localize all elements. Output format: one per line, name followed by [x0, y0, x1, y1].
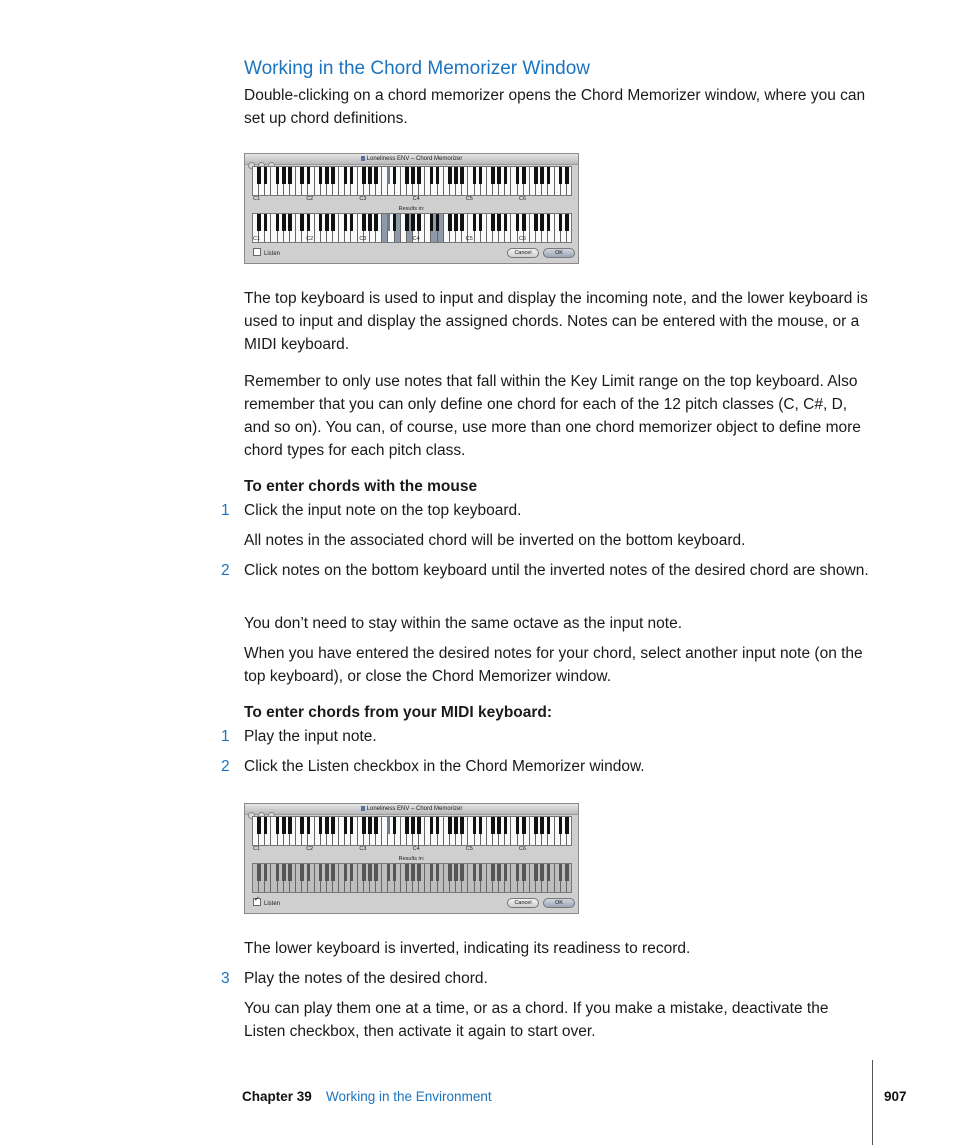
black-key[interactable]	[565, 214, 569, 231]
black-key[interactable]	[454, 864, 458, 881]
step-text: Click the Listen checkbox in the Chord Memorizer window.	[244, 758, 645, 775]
octave-label: C2	[306, 846, 314, 852]
black-key[interactable]	[387, 817, 391, 834]
octave-label: C3	[359, 196, 367, 202]
black-key[interactable]	[331, 864, 335, 881]
black-key[interactable]	[393, 864, 397, 881]
black-key[interactable]	[559, 167, 563, 184]
black-key[interactable]	[374, 167, 378, 184]
black-key[interactable]	[405, 167, 409, 184]
document-icon	[361, 806, 365, 811]
black-key[interactable]	[257, 214, 261, 231]
black-key[interactable]	[516, 167, 520, 184]
octave-label: C5	[465, 196, 473, 202]
black-key[interactable]	[479, 214, 483, 231]
black-key[interactable]	[257, 864, 261, 881]
black-key[interactable]	[362, 167, 366, 184]
black-key[interactable]	[479, 817, 483, 834]
black-key[interactable]	[387, 167, 391, 184]
black-key[interactable]	[417, 817, 421, 834]
top-keyboard-paragraph: The top keyboard is used to input and display the incoming note, and the lower keyboard is used to input and display the assigned chords. Notes can be entered with the mouse, or a MIDI keyboard.	[244, 290, 868, 353]
input-octave-labels	[252, 196, 572, 203]
black-key[interactable]	[565, 817, 569, 834]
octave-label: C2	[306, 196, 314, 202]
remember-paragraph: Remember to only use notes that fall within the Key Limit range on the top keyboard. Also remember that you can only define one chord for each of the 12 pitch classes (C, C#, D, and so on). You can, of course, use more than one chord memorizer object to define more chord types for each pitch class.	[244, 373, 861, 459]
black-key[interactable]	[325, 864, 329, 881]
black-key[interactable]	[491, 864, 495, 881]
black-key[interactable]	[282, 817, 286, 834]
black-key[interactable]	[491, 167, 495, 184]
black-key[interactable]	[362, 214, 366, 231]
window-titlebar	[245, 804, 578, 815]
black-key[interactable]	[264, 214, 268, 231]
window-titlebar	[245, 154, 578, 165]
black-key[interactable]	[534, 817, 538, 834]
step-text: Click notes on the bottom keyboard until the inverted notes of the desired chord are shown.	[244, 562, 869, 579]
black-key[interactable]	[497, 167, 501, 184]
black-key[interactable]	[300, 167, 304, 184]
black-key[interactable]	[460, 864, 464, 881]
black-key[interactable]	[307, 817, 311, 834]
black-key[interactable]	[540, 214, 544, 231]
chord-memorizer-window-1	[244, 153, 579, 264]
step-number: 2	[221, 562, 230, 579]
black-key[interactable]	[282, 864, 286, 881]
black-key[interactable]	[288, 214, 292, 231]
inverted-note: The lower keyboard is inverted, indicating its readiness to record.	[244, 940, 691, 957]
black-key[interactable]	[559, 214, 563, 231]
black-key[interactable]	[479, 864, 483, 881]
black-key[interactable]	[473, 167, 477, 184]
black-key[interactable]	[491, 214, 495, 231]
black-key[interactable]	[454, 214, 458, 231]
black-key[interactable]	[368, 817, 372, 834]
results-label: Results in:	[398, 206, 425, 212]
black-key[interactable]	[417, 864, 421, 881]
black-key[interactable]	[504, 817, 508, 834]
octave-label: C4	[412, 846, 420, 852]
black-key[interactable]	[387, 214, 391, 231]
black-key[interactable]	[374, 214, 378, 231]
black-key[interactable]	[460, 167, 464, 184]
black-key[interactable]	[448, 864, 452, 881]
octave-label: C3	[359, 846, 367, 852]
octave-label: C6	[519, 236, 527, 242]
black-key[interactable]	[374, 864, 378, 881]
black-key[interactable]	[504, 214, 508, 231]
black-key[interactable]	[436, 214, 440, 231]
black-key[interactable]	[319, 167, 323, 184]
listen-checkbox-checked[interactable]	[253, 898, 261, 906]
footer-chapter-title: Working in the Environment	[326, 1089, 492, 1104]
black-key[interactable]	[454, 167, 458, 184]
step-number: 2	[221, 758, 230, 775]
black-key[interactable]	[300, 864, 304, 881]
footer-chapter: Chapter 39	[242, 1089, 312, 1104]
black-key[interactable]	[522, 167, 526, 184]
black-key[interactable]	[344, 864, 348, 881]
black-key[interactable]	[344, 214, 348, 231]
black-key[interactable]	[448, 167, 452, 184]
black-key[interactable]	[522, 214, 526, 231]
black-key[interactable]	[430, 214, 434, 231]
black-key[interactable]	[547, 214, 551, 231]
octave-label: C5	[465, 236, 473, 242]
black-key[interactable]	[344, 167, 348, 184]
black-key[interactable]	[405, 864, 409, 881]
black-key[interactable]	[417, 167, 421, 184]
black-key[interactable]	[448, 817, 452, 834]
black-key[interactable]	[282, 167, 286, 184]
black-key[interactable]	[430, 864, 434, 881]
input-keyboard[interactable]	[252, 166, 572, 196]
footer-divider	[872, 1060, 873, 1145]
black-key[interactable]	[393, 817, 397, 834]
document-icon	[361, 156, 365, 161]
black-key[interactable]	[565, 167, 569, 184]
black-key[interactable]	[331, 817, 335, 834]
window-title-text: Loneliness ENV – Chord Memorizer	[366, 156, 463, 162]
octave-label: C4	[412, 236, 420, 242]
black-key[interactable]	[276, 167, 280, 184]
black-key[interactable]	[362, 817, 366, 834]
black-key[interactable]	[264, 864, 268, 881]
input-keyboard[interactable]	[252, 816, 572, 846]
page-number: 907	[884, 1089, 907, 1104]
black-key[interactable]	[307, 167, 311, 184]
black-key[interactable]	[368, 167, 372, 184]
black-key[interactable]	[319, 864, 323, 881]
black-key[interactable]	[257, 817, 261, 834]
black-key[interactable]	[436, 864, 440, 881]
black-key[interactable]	[448, 214, 452, 231]
black-key[interactable]	[307, 864, 311, 881]
black-key[interactable]	[547, 817, 551, 834]
step-number: 1	[221, 728, 230, 745]
black-key[interactable]	[405, 817, 409, 834]
black-key[interactable]	[479, 167, 483, 184]
black-key[interactable]	[319, 817, 323, 834]
step-text: Click the input note on the top keyboard.	[244, 502, 522, 519]
cancel-button[interactable]: Cancel	[507, 248, 539, 258]
step-text: Play the input note.	[244, 728, 377, 745]
black-key[interactable]	[325, 817, 329, 834]
black-key[interactable]	[436, 167, 440, 184]
black-key[interactable]	[430, 817, 434, 834]
black-key[interactable]	[522, 864, 526, 881]
black-key[interactable]	[473, 864, 477, 881]
black-key[interactable]	[276, 214, 280, 231]
octave-label: C1	[253, 846, 261, 852]
black-key[interactable]	[504, 864, 508, 881]
input-octave-labels	[252, 846, 572, 853]
step-note: You don’t need to stay within the same octave as the input note.	[244, 615, 683, 632]
section-title: Working in the Chord Memorizer Window	[244, 58, 590, 79]
black-key[interactable]	[368, 864, 372, 881]
black-key[interactable]	[405, 214, 409, 231]
black-key[interactable]	[534, 167, 538, 184]
octave-label: C1	[253, 236, 261, 242]
black-key[interactable]	[350, 864, 354, 881]
black-key[interactable]	[473, 817, 477, 834]
listen-checkbox[interactable]	[253, 248, 261, 256]
listen-label: Listen	[264, 251, 281, 257]
results-octave-labels	[252, 236, 572, 243]
black-key[interactable]	[331, 214, 335, 231]
black-key[interactable]	[307, 214, 311, 231]
black-key[interactable]	[282, 214, 286, 231]
step-number: 1	[221, 502, 230, 519]
intro-paragraph: Double-clicking on a chord memorizer opens the Chord Memorizer window, where you can set up chord definitions.	[244, 87, 866, 127]
black-key[interactable]	[257, 167, 261, 184]
black-key[interactable]	[387, 864, 391, 881]
results-keyboard-inverted[interactable]	[252, 863, 572, 893]
black-key[interactable]	[540, 167, 544, 184]
black-key[interactable]	[417, 214, 421, 231]
black-key[interactable]	[497, 817, 501, 834]
black-key[interactable]	[288, 864, 292, 881]
black-key[interactable]	[331, 167, 335, 184]
black-key[interactable]	[491, 817, 495, 834]
black-key[interactable]	[547, 864, 551, 881]
results-label: Results in:	[398, 856, 425, 862]
black-key[interactable]	[350, 817, 354, 834]
octave-label: C1	[253, 196, 261, 202]
black-key[interactable]	[430, 167, 434, 184]
black-key[interactable]	[460, 817, 464, 834]
black-key[interactable]	[344, 817, 348, 834]
octave-label: C3	[359, 236, 367, 242]
black-key[interactable]	[516, 214, 520, 231]
window-title-text: Loneliness ENV – Chord Memorizer	[366, 806, 463, 812]
step-note: When you have entered the desired notes for your chord, select another input note (on the top keyboard), or close the Chord Memorizer window.	[244, 645, 863, 685]
octave-label: C6	[519, 196, 527, 202]
black-key[interactable]	[516, 817, 520, 834]
step-number: 3	[221, 970, 230, 987]
black-key[interactable]	[559, 817, 563, 834]
step-note: All notes in the associated chord will be inverted on the bottom keyboard.	[244, 532, 746, 549]
ok-button[interactable]: OK	[543, 898, 575, 908]
octave-label: C5	[465, 846, 473, 852]
octave-label: C2	[306, 236, 314, 242]
step-text: Play the notes of the desired chord.	[244, 970, 488, 987]
black-key[interactable]	[411, 864, 415, 881]
black-key[interactable]	[534, 214, 538, 231]
black-key[interactable]	[350, 214, 354, 231]
listen-checkbox-row[interactable]	[253, 898, 280, 908]
black-key[interactable]	[534, 864, 538, 881]
black-key[interactable]	[559, 864, 563, 881]
black-key[interactable]	[393, 167, 397, 184]
window-title	[245, 804, 578, 814]
black-key[interactable]	[288, 817, 292, 834]
black-key[interactable]	[264, 817, 268, 834]
black-key[interactable]	[374, 817, 378, 834]
black-key[interactable]	[565, 864, 569, 881]
black-key[interactable]	[368, 214, 372, 231]
black-key[interactable]	[264, 167, 268, 184]
black-key[interactable]	[497, 214, 501, 231]
listen-checkbox-row[interactable]	[253, 248, 280, 258]
black-key[interactable]	[547, 167, 551, 184]
window-title	[245, 154, 578, 164]
procedure-heading-midi: To enter chords from your MIDI keyboard:	[244, 704, 553, 721]
black-key[interactable]	[540, 817, 544, 834]
ok-button[interactable]: OK	[543, 248, 575, 258]
black-key[interactable]	[460, 214, 464, 231]
black-key[interactable]	[497, 864, 501, 881]
step-note: You can play them one at a time, or as a chord. If you make a mistake, deactivate the Listen checkbox, then activate it again to start over.	[244, 1000, 829, 1040]
black-key[interactable]	[325, 214, 329, 231]
black-key[interactable]	[300, 214, 304, 231]
black-key[interactable]	[319, 214, 323, 231]
listen-label: Listen	[264, 901, 281, 907]
black-key[interactable]	[325, 167, 329, 184]
black-key[interactable]	[540, 864, 544, 881]
chord-memorizer-window-2	[244, 803, 579, 914]
black-key[interactable]	[393, 214, 397, 231]
octave-label: C4	[412, 196, 420, 202]
octave-label: C6	[519, 846, 527, 852]
black-key[interactable]	[362, 864, 366, 881]
black-key[interactable]	[522, 817, 526, 834]
black-key[interactable]	[411, 817, 415, 834]
cancel-button[interactable]: Cancel	[507, 898, 539, 908]
black-key[interactable]	[411, 167, 415, 184]
black-key[interactable]	[350, 167, 354, 184]
black-key[interactable]	[516, 864, 520, 881]
black-key[interactable]	[288, 167, 292, 184]
black-key[interactable]	[436, 817, 440, 834]
black-key[interactable]	[276, 864, 280, 881]
black-key[interactable]	[276, 817, 280, 834]
black-key[interactable]	[473, 214, 477, 231]
black-key[interactable]	[454, 817, 458, 834]
procedure-heading-mouse: To enter chords with the mouse	[244, 478, 478, 495]
black-key[interactable]	[411, 214, 415, 231]
black-key[interactable]	[300, 817, 304, 834]
black-key[interactable]	[504, 167, 508, 184]
